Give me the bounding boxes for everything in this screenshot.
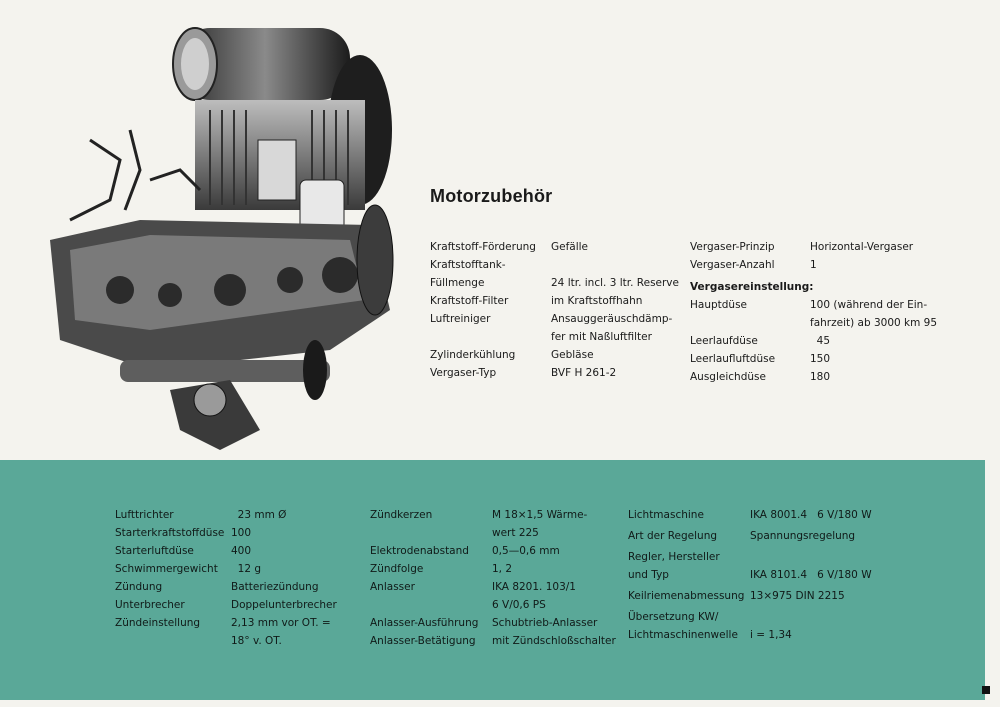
spec-row [115,632,360,650]
spec-row [690,256,960,274]
band-column-3 [628,506,918,644]
spec-row [115,614,360,632]
spec-label: Anlasser-Betätigung [370,635,476,647]
spec-label: Lichtmaschine [628,509,704,521]
corner-mark [982,686,990,694]
spec-label [370,596,492,614]
spec-row [690,314,960,332]
section-title: Motorzubehör [430,186,553,206]
spec-row [690,278,960,296]
spec-value: wert 225 [492,527,539,539]
band-column-2 [370,506,620,650]
spec-value: i = 1,34 [750,629,792,641]
spec-value [810,278,960,296]
spec-label [690,314,810,332]
spec-row [690,238,960,256]
spec-label: Lufttrichter [115,509,174,521]
spec-value: 100 [231,527,252,539]
spec-value: 1 [810,259,817,271]
spec-label: Elektrodenabstand [370,545,469,557]
spec-label: Zündkerzen [370,509,433,521]
spec-row [115,560,360,578]
spec-value: 100 (während der Ein- [810,299,928,311]
spec-value: Schubtrieb-Anlasser [492,617,598,629]
spec-value [750,548,918,566]
engine-cutaway-illustration [30,10,430,460]
spec-label: Ausgleichdüse [690,371,766,383]
spec-row [370,506,620,524]
spec-value: 1, 2 [492,563,513,575]
spec-value: Batteriezündung [231,581,319,593]
spec-row [370,614,620,632]
spec-row [690,332,960,350]
spec-value: 23 mm Ø [231,509,287,521]
spec-row [430,292,680,310]
spec-value: M 18×1,5 Wärme- [492,509,588,521]
spec-value [551,256,680,274]
spec-label: Lichtmaschinenwelle [628,629,738,641]
spec-value: 13×975 DIN 2215 [750,590,845,602]
spec-label: Vergaser-Anzahl [690,259,775,271]
spec-label: Übersetzung KW/ [628,611,719,623]
spec-value: Spannungsregelung [750,530,856,542]
spec-row [690,350,960,368]
spec-value: Doppelunterbrecher [231,599,337,611]
spec-row [628,548,918,566]
spec-value: Gebläse [551,349,594,361]
spec-value: 12 g [231,563,262,575]
spec-row [115,596,360,614]
spec-label: Unterbrecher [115,599,185,611]
spec-label: Leerlaufluftdüse [690,353,776,365]
spec-value: Horizontal-Vergaser [810,241,914,253]
spec-row [370,560,620,578]
spec-label: Luftreiniger [430,313,491,325]
spec-row [430,346,680,364]
spec-row [115,506,360,524]
spec-value: 2,13 mm vor OT. = [231,617,331,629]
specs-band [0,460,985,700]
spec-value: Gefälle [551,241,589,253]
spec-value: fer mit Naßluftfilter [551,331,652,343]
spec-value: IKA 8001.4 6 V/180 W [750,509,872,521]
spec-value: IKA 8101.4 6 V/180 W [750,569,872,581]
spec-row [628,626,918,644]
spec-value: IKA 8201. 103/1 [492,581,576,593]
spec-row [628,527,918,545]
spec-row [370,578,620,596]
spec-label: Zündeinstellung [115,617,201,629]
spec-label: Schwimmergewicht [115,563,218,575]
spec-label: Kraftstoff-Filter [430,295,509,307]
spec-value: im Kraftstoffhahn [551,295,643,307]
spec-value: 45 [810,335,831,347]
spec-label [430,328,551,346]
spec-label: Vergaser-Prinzip [690,241,775,253]
band-column-1 [115,506,360,650]
page-margin [985,460,1000,707]
spec-row [430,256,680,274]
spec-value: 18° v. OT. [231,635,282,647]
spec-label: Starterluftdüse [115,545,194,557]
spec-label: Vergaser-Typ [430,367,497,379]
spec-row [628,608,918,626]
spec-label [370,524,492,542]
spec-row [430,238,680,256]
spec-label: Keilriemenabmessung [628,590,745,602]
spec-value [750,608,918,626]
spec-row [370,632,620,650]
spec-label: Leerlaufdüse [690,335,758,347]
spec-row [690,296,960,314]
spec-row [115,578,360,596]
spec-value: fahrzeit) ab 3000 km 95 [810,317,938,329]
spec-label: Regler, Hersteller [628,551,720,563]
spec-row [370,524,620,542]
spec-value: 6 V/0,6 PS [492,599,546,611]
spec-row [430,310,680,328]
spec-value: 180 [810,371,831,383]
spec-label: Art der Regelung [628,530,718,542]
spec-value: mit Zündschloßschalter [492,635,616,647]
spec-row [115,524,360,542]
spec-value: 400 [231,545,252,557]
spec-row [628,566,918,584]
spec-label: Zündung [115,581,163,593]
spec-label: Anlasser [370,581,415,593]
spec-label: Anlasser-Ausführung [370,617,479,629]
spec-row [690,368,960,386]
spec-value: 150 [810,353,831,365]
spec-label: Füllmenge [430,277,485,289]
spec-label: Zylinderkühlung [430,349,516,361]
spec-row [430,328,680,346]
spec-value: Ansauggeräuschdämp- [551,313,673,325]
spec-label: Zündfolge [370,563,424,575]
spec-label: und Typ [628,569,669,581]
spec-row [115,542,360,560]
motor-specs-right [690,238,960,386]
spec-row [628,506,918,524]
spec-label: Starterkraftstoffdüse [115,527,225,539]
spec-group-heading: Vergasereinstellung: [690,281,814,293]
spec-value: 24 ltr. incl. 3 ltr. Reserve [551,277,679,289]
spec-row [430,274,680,292]
spec-row [370,596,620,614]
spec-row [370,542,620,560]
spec-label: Hauptdüse [690,299,748,311]
spec-value: BVF H 261-2 [551,367,617,379]
spec-label [115,632,231,650]
spec-label: Kraftstoff-Förderung [430,241,536,253]
motor-specs-left [430,238,680,382]
spec-row [430,364,680,382]
spec-row [628,587,918,605]
spec-label: Kraftstofftank- [430,259,506,271]
spec-value: 0,5—0,6 mm [492,545,560,557]
